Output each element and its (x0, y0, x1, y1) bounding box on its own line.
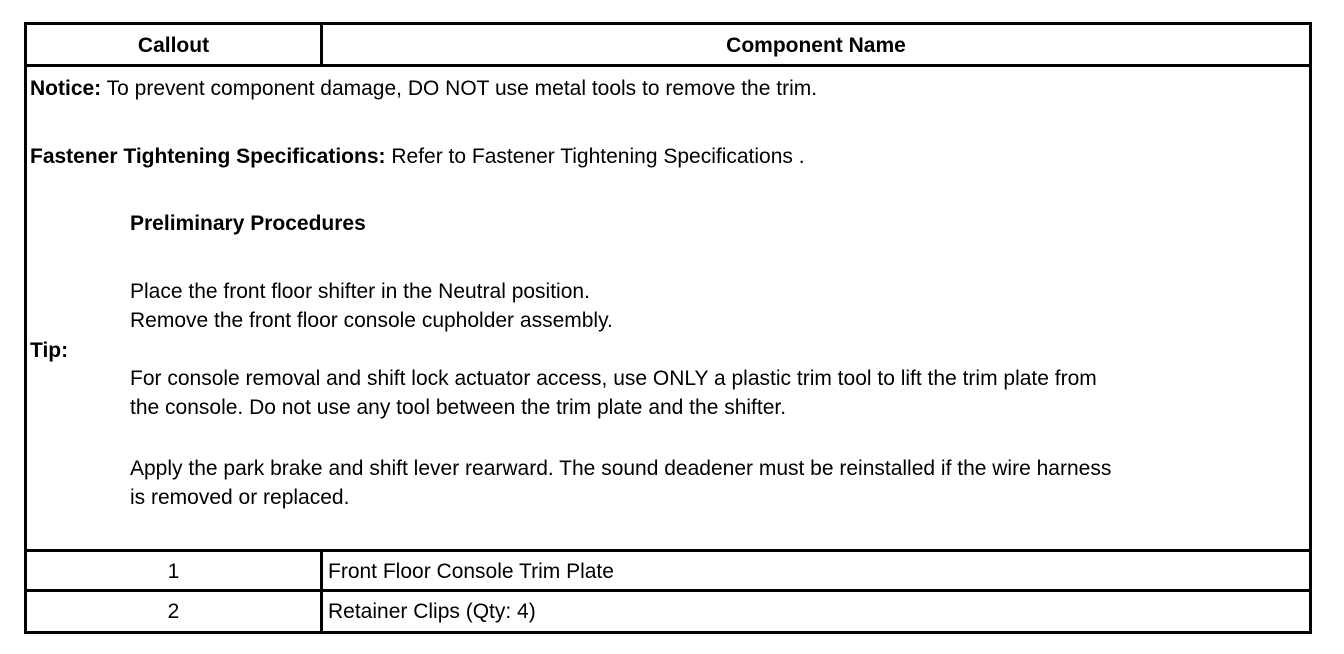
notice-line (30, 77, 817, 101)
table-header-row (27, 25, 1309, 67)
tip-line-6: is removed or replaced. (130, 486, 350, 509)
component-name-cell: Front Floor Console Trim Plate (328, 560, 614, 583)
fastener-line (30, 145, 805, 169)
component-table (24, 22, 1312, 634)
table-row (27, 592, 1309, 631)
callout-cell: 2 (167, 600, 180, 623)
callout-header: Callout (137, 34, 210, 57)
tip-line-2: Remove the front floor console cupholder assembly. (130, 309, 613, 332)
preliminary-heading: Preliminary Procedures (130, 212, 366, 235)
notes-block (27, 67, 1309, 552)
fastener-text: Refer to Fastener Tightening Specifications . (385, 145, 805, 168)
component-name-cell: Retainer Clips (Qty: 4) (328, 600, 536, 623)
notice-label: Notice: (30, 77, 102, 100)
notice-text: To prevent component damage, DO NOT use metal tools to remove the trim. (101, 77, 818, 100)
tip-label: Tip: (30, 339, 69, 362)
callout-cell: 1 (167, 560, 180, 583)
table-row (27, 552, 1309, 592)
component-name-header: Component Name (726, 34, 906, 57)
fastener-label: Fastener Tightening Specifications: (30, 145, 386, 168)
tip-line-5: Apply the park brake and shift lever rearward. The sound deadener must be reinstalled if the wire harness (130, 457, 1112, 480)
tip-line-1: Place the front floor shifter in the Neutral position. (130, 280, 590, 303)
tip-line-3: For console removal and shift lock actuator access, use ONLY a plastic trim tool to lift the trim plate from (130, 367, 1097, 390)
tip-line-4: the console. Do not use any tool between the trim plate and the shifter. (130, 396, 787, 419)
